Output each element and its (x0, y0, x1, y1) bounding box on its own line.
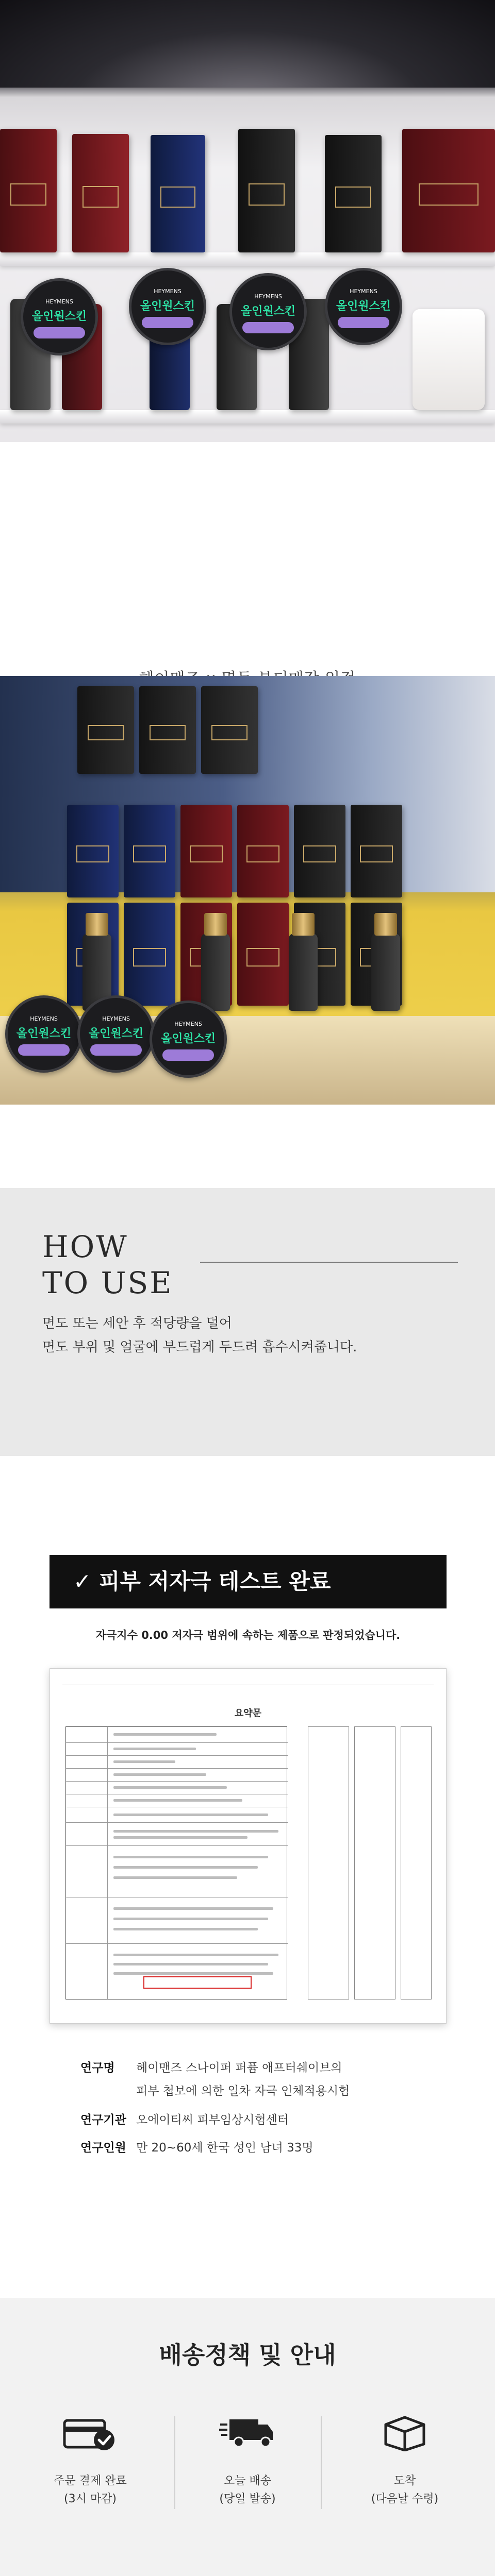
store-shelf-photo (0, 0, 495, 442)
box-icon (376, 2415, 433, 2451)
report-header-rule (62, 1680, 434, 1685)
title-rule (200, 1262, 458, 1263)
product-box (402, 129, 495, 252)
product-box (294, 805, 345, 897)
shelf-upper (0, 252, 495, 266)
highlight-box (143, 1976, 252, 1989)
how-to-use-desc-line1: 면도 또는 세안 후 적당량을 덜어 (42, 1316, 232, 1331)
how-to-use-title-line2: TO USE (42, 1265, 173, 1300)
promo-sticker: HEYMENS 올인원스킨 (229, 273, 307, 350)
product-box (180, 805, 232, 897)
product-box (124, 805, 175, 897)
store-ceiling (0, 0, 495, 88)
report-column (308, 1726, 349, 1999)
promo-sticker: HEYMENS 올인원스킨 (77, 995, 155, 1073)
skin-test-banner: ✓ 피부 저자극 테스트 완료 (50, 1555, 447, 1608)
shipping-step-delivery: 오늘 배송 (당일 발송) (191, 2415, 304, 2506)
product-box (77, 686, 134, 774)
truck-icon (219, 2415, 276, 2451)
divider (321, 2416, 322, 2509)
divider (174, 2416, 175, 2509)
product-box (72, 134, 129, 252)
product-box (238, 129, 295, 252)
promo-sticker: HEYMENS 올인원스킨 (21, 278, 98, 355)
shipping-step-payment: 주문 결제 완료 (3시 마감) (34, 2415, 147, 2506)
report-column (401, 1726, 432, 1999)
promo-sticker: HEYMENS 올인원스킨 (5, 995, 82, 1073)
how-to-use-section (0, 1188, 495, 1456)
shelf-lower (0, 410, 495, 423)
product-box (0, 129, 57, 252)
product-box (67, 805, 119, 897)
report-title: 요약문 (234, 1708, 262, 1719)
product-box (237, 903, 289, 1006)
shipping-policy-section (0, 2298, 495, 2576)
product-box (325, 135, 382, 252)
skin-test-subtitle: 자극지수 0.00 저자극 범위에 속하는 제품으로 판정되었습니다. (95, 1629, 401, 1641)
product-jar (412, 309, 485, 410)
report-summary-table (65, 1726, 287, 1999)
product-bottle (371, 934, 400, 1011)
product-bottle (289, 934, 318, 1011)
product-detail-page: HEYMENS 올인원스킨 HEYMENS 올인원스킨 HEYMENS 올인원스킨 HEYMENS 올인원스킨 HEYMENS 올인원스킨 HEYMENS 올인원스킨 HEYMENS 올인원스킨 HOW TO USE 면도 또는 세안 후 적당량을 덜어 면도 부위 및 얼굴에 부드럽게 두드려 흡수시켜줍니다. ✓ 피부 저자극 테스트 완료 자극지수 0.00 저자극 범위에 속하는 제품으로 판정되었습니다. 요약문 연구명 헤이맨즈 스나이퍼 퍼퓸 애프터쉐이브의 피부 첩보에 의한 일차 자극 인체적용시험 연구기관 오에이티씨 피부임상시험센터 연구인원 만 20~60세 한국 성인 남녀 33명 배송정책 및 안내 주문 결제 완료 (3시 마감) 오늘 배송 (당일 발송) 도착 (다음날 수령) (0, 0, 495, 2576)
shipping-step-arrival: 도착 (다음날 수령) (348, 2415, 461, 2506)
product-box (201, 686, 258, 774)
product-box (351, 805, 402, 897)
report-column (354, 1726, 395, 1999)
shipping-title: 배송정책 및 안내 (159, 2341, 336, 2369)
test-report-document (50, 1668, 447, 2024)
product-box (124, 903, 175, 1006)
how-to-use-desc-line2: 면도 부위 및 얼굴에 부드럽게 두드려 흡수시켜줍니다. (42, 1340, 357, 1355)
card-check-icon (62, 2415, 119, 2451)
promo-sticker: HEYMENS 올인원스킨 (129, 268, 206, 345)
product-box (237, 805, 289, 897)
promo-sticker: HEYMENS 올인원스킨 (150, 1001, 227, 1078)
product-box (151, 135, 205, 252)
product-bottle (201, 934, 230, 1011)
how-to-use-title-line1: HOW (42, 1229, 128, 1264)
store-display-photo (0, 676, 495, 1105)
promo-sticker: HEYMENS 올인원스킨 (325, 268, 402, 345)
product-box (139, 686, 196, 774)
